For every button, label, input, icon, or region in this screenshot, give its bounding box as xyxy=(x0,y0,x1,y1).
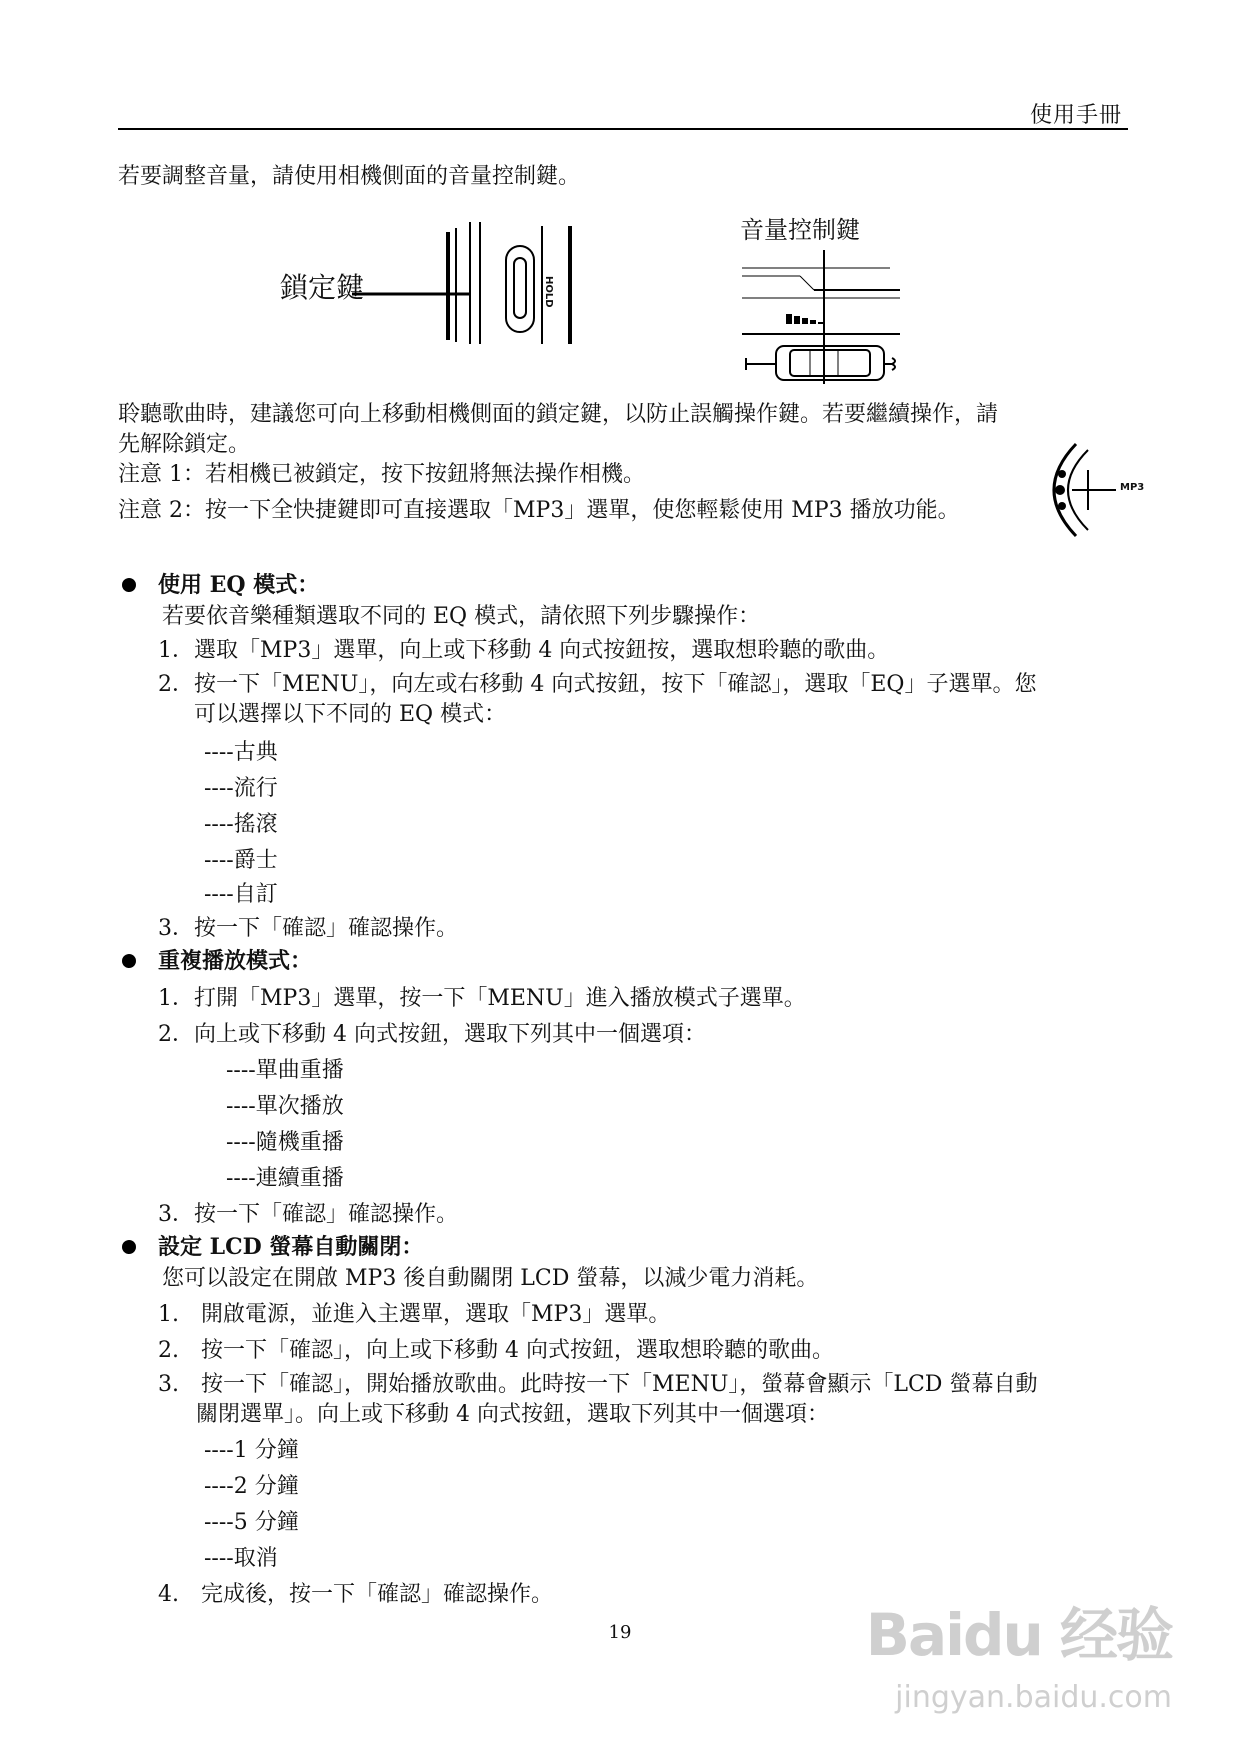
volume-key-label: 音量控制鍵 xyxy=(740,216,860,244)
section-lcd-intro: 您可以設定在開啟 MP3 後自動關閉 LCD 螢幕，以減少電力消耗。 xyxy=(162,1266,819,1291)
header-rule xyxy=(118,128,1128,130)
section-eq-intro: 若要依音樂種類選取不同的 EQ 模式，請依照下列步驟操作： xyxy=(162,604,761,629)
page-number: 19 xyxy=(608,1622,632,1643)
note-2: 注意 2：按一下全快捷鍵即可直接選取「MP3」選單，使您輕鬆使用 MP3 播放功能。 xyxy=(118,498,960,523)
bullet-eq xyxy=(122,578,136,592)
lcd-option-item: ----取消 xyxy=(204,1546,278,1571)
lock-key-label: 鎖定鍵 xyxy=(280,271,365,304)
watermark-url: jingyan.baidu.com xyxy=(895,1680,1172,1715)
note-1: 注意 1：若相機已被鎖定，按下按鈕將無法操作相機。 xyxy=(118,462,645,487)
eq-mode-item: ----流行 xyxy=(204,776,278,801)
eq-mode-item: ----自訂 xyxy=(204,882,278,907)
eq-mode-item: ----古典 xyxy=(204,740,278,765)
repeat-option-item: ----單次播放 xyxy=(226,1094,344,1119)
section-lcd-step1: 1. 開啟電源，並進入主選單，選取「MP3」選單。 xyxy=(158,1302,671,1327)
section-lcd-step4: 4. 完成後，按一下「確認」確認操作。 xyxy=(158,1582,553,1607)
eq-mode-item: ----搖滾 xyxy=(204,812,278,837)
lock-paragraph-line2: 先解除鎖定。 xyxy=(118,432,251,457)
section-eq-step2-line1: 2．按一下「MENU」，向左或右移動 4 向式按鈕，按下「確認」，選取「EQ」子選單。您 xyxy=(158,672,1037,697)
intro-line: 若要調整音量，請使用相機側面的音量控制鍵。 xyxy=(118,164,581,189)
header-title: 使用手冊 xyxy=(1029,103,1122,128)
section-eq-title: 使用 EQ 模式： xyxy=(158,572,320,598)
hold-text: HOLD xyxy=(543,276,554,308)
volume-key-figure xyxy=(740,210,920,385)
lcd-option-item: ----5 分鐘 xyxy=(204,1510,299,1535)
section-lcd-step2: 2. 按一下「確認」，向上或下移動 4 向式按鈕，選取想聆聽的歌曲。 xyxy=(158,1338,834,1363)
section-lcd-step3-line2: 關閉選單」。向上或下移動 4 向式按鈕，選取下列其中一個選項： xyxy=(196,1402,829,1427)
watermark xyxy=(865,1588,1180,1728)
section-lcd-title: 設定 LCD 螢幕自動關閉： xyxy=(158,1234,424,1260)
lock-key-figure xyxy=(270,222,590,347)
section-eq-step3: 3．按一下「確認」確認操作。 xyxy=(158,916,458,941)
watermark-logo: Baidu 经验 xyxy=(865,1601,1172,1669)
section-repeat-title: 重複播放模式： xyxy=(158,948,313,974)
section-repeat-step3: 3．按一下「確認」確認操作。 xyxy=(158,1202,458,1227)
section-repeat-step1: 1．打開「MP3」選單，按一下「MENU」進入播放模式子選單。 xyxy=(158,986,806,1011)
lock-paragraph-line1: 聆聽歌曲時，建議您可向上移動相機側面的鎖定鍵，以防止誤觸操作鍵。若要繼續操作，請 xyxy=(118,402,999,427)
eq-mode-item: ----爵士 xyxy=(204,848,278,873)
bullet-repeat xyxy=(122,954,136,968)
section-eq-step1: 1．選取「MP3」選單，向上或下移動 4 向式按鈕按，選取想聆聽的歌曲。 xyxy=(158,638,890,663)
section-eq-step2-line2: 可以選擇以下不同的 EQ 模式： xyxy=(194,702,507,727)
repeat-option-item: ----隨機重播 xyxy=(226,1130,344,1155)
mp3-text: MP3 xyxy=(1120,482,1145,493)
mp3-shortcut-figure xyxy=(1036,440,1166,540)
mp3-shortcut-diagram xyxy=(1036,440,1166,540)
bullet-lcd xyxy=(122,1240,136,1254)
repeat-option-item: ----單曲重播 xyxy=(226,1058,344,1083)
repeat-option-item: ----連續重播 xyxy=(226,1166,344,1191)
lcd-option-item: ----2 分鐘 xyxy=(204,1474,299,1499)
lcd-option-item: ----1 分鐘 xyxy=(204,1438,299,1463)
section-lcd-step3-line1: 3. 按一下「確認」，開始播放歌曲。此時按一下「MENU」，螢幕會顯示「LCD 螢幕自動 xyxy=(158,1372,1038,1397)
lock-key-diagram xyxy=(270,222,590,347)
section-repeat-step2: 2．向上或下移動 4 向式按鈕，選取下列其中一個選項： xyxy=(158,1022,706,1047)
volume-key-diagram xyxy=(740,246,920,386)
